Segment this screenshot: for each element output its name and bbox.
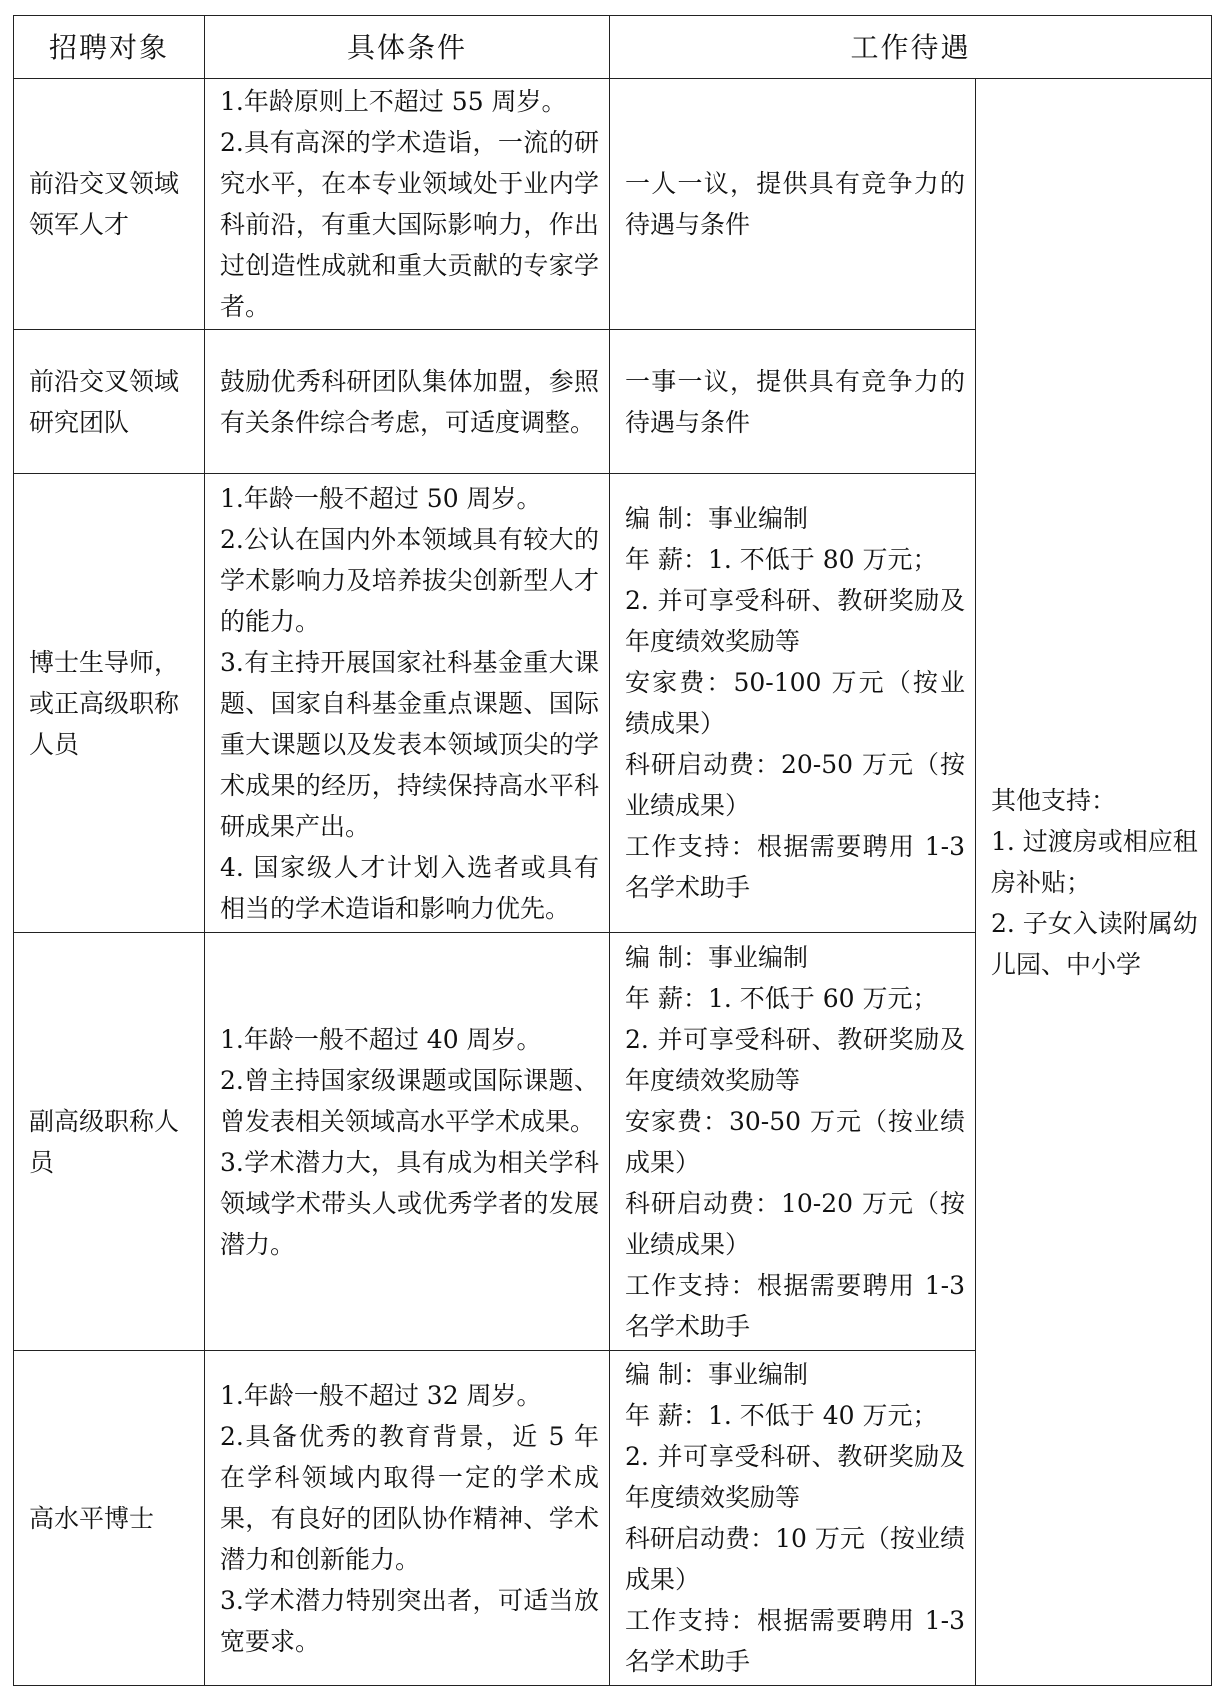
row-target: 前沿交叉领域研究团队 (14, 330, 205, 474)
condition-item: 1.年龄原则上不超过 55 周岁。 (220, 87, 567, 116)
row-treatment (610, 1351, 976, 1686)
row-target: 高水平博士 (14, 1351, 205, 1686)
condition-item: 鼓励优秀科研团队集体加盟，参照有关条件综合考虑，可适度调整。 (220, 366, 599, 437)
table-header-row (14, 16, 1212, 79)
treatment-item: 2. 并可享受科研、教研奖励及年度绩效奖励等 (625, 1024, 965, 1095)
condition-item: 3.有主持开展国家社科基金重大课题、国家自科基金重点课题、国际重大课题以及发表本领域顶尖的学术成果的经历，持续保持高水平科研成果产出。 (220, 647, 599, 841)
row-treatment (610, 933, 976, 1351)
other-support-title: 其他支持： (991, 785, 1117, 815)
treatment-item: 年 薪：1. 不低于 80 万元； (625, 545, 938, 574)
treatment-item: 一事一议，提供具有竞争力的待遇与条件 (625, 366, 965, 437)
treatment-item: 年 薪：1. 不低于 40 万元； (625, 1401, 938, 1430)
treatment-item: 2. 并可享受科研、教研奖励及年度绩效奖励等 (625, 1442, 965, 1512)
treatment-item: 2. 并可享受科研、教研奖励及年度绩效奖励等 (625, 586, 965, 656)
row-conditions (205, 330, 610, 474)
condition-item: 3.学术潜力大，具有成为相关学科领域学术带头人或优秀学者的发展潜力。 (220, 1147, 599, 1259)
row-treatment (610, 79, 976, 330)
treatment-item: 安家费：30-50 万元（按业绩成果） (625, 1106, 965, 1177)
row-target: 前沿交叉领域领军人才 (14, 79, 205, 330)
treatment-item: 工作支持：根据需要聘用 1-3 名学术助手 (625, 1606, 965, 1676)
row-treatment (610, 474, 976, 933)
treatment-item: 年 薪：1. 不低于 60 万元； (625, 983, 938, 1013)
condition-item: 3.学术潜力特别突出者，可适当放宽要求。 (220, 1585, 599, 1656)
row-target: 博士生导师，或正高级职称人员 (14, 474, 205, 933)
treatment-item: 科研启动费：10 万元（按业绩成果） (625, 1524, 965, 1594)
treatment-item: 工作支持：根据需要聘用 1-3 名学术助手 (625, 1270, 965, 1341)
table-row (14, 79, 1212, 330)
treatment-item: 安家费：50-100 万元（按业绩成果） (625, 668, 965, 738)
other-support (976, 79, 1212, 1686)
row-treatment (610, 330, 976, 474)
header-target: 招聘对象 (14, 16, 205, 79)
condition-item: 2.具备优秀的教育背景，近 5 年在学科领域内取得一定的学术成果，有良好的团队协作精神、学术潜力和创新能力。 (220, 1421, 599, 1574)
treatment-item: 科研启动费：20-50 万元（按业绩成果） (625, 750, 965, 820)
condition-item: 1.年龄一般不超过 32 周岁。 (220, 1380, 542, 1410)
header-conditions: 具体条件 (205, 16, 610, 79)
condition-item: 1.年龄一般不超过 40 周岁。 (220, 1024, 542, 1054)
condition-item: 2.公认在国内外本领域具有较大的学术影响力及培养拔尖创新型人才的能力。 (220, 524, 599, 636)
treatment-item: 编 制：事业编制 (625, 1360, 808, 1389)
row-conditions (205, 933, 610, 1351)
treatment-item: 科研启动费：10-20 万元（按业绩成果） (625, 1188, 965, 1259)
condition-item: 4. 国家级人才计划入选者或具有相当的学术造诣和影响力优先。 (220, 852, 599, 923)
other-support-item: 1. 过渡房或相应租房补贴； (991, 826, 1198, 897)
treatment-item: 编 制：事业编制 (625, 504, 808, 533)
treatment-item: 工作支持：根据需要聘用 1-3 名学术助手 (625, 832, 965, 902)
row-conditions (205, 1351, 610, 1686)
row-target: 副高级职称人员 (14, 933, 205, 1351)
condition-item: 1.年龄一般不超过 50 周岁。 (220, 483, 542, 513)
treatment-item: 一人一议，提供具有竞争力的待遇与条件 (625, 169, 965, 239)
row-conditions (205, 79, 610, 330)
other-support-item: 2. 子女入读附属幼儿园、中小学 (991, 908, 1198, 979)
row-conditions (205, 474, 610, 933)
treatment-item: 编 制：事业编制 (625, 942, 808, 972)
condition-item: 2.具有高深的学术造诣，一流的研究水平，在本专业领域处于业内学科前沿，有重大国际影响力，作出过创造性成就和重大贡献的专家学者。 (220, 128, 599, 321)
condition-item: 2.曾主持国家级课题或国际课题、曾发表相关领域高水平学术成果。 (220, 1065, 599, 1136)
header-treatment: 工作待遇 (610, 16, 1212, 79)
recruitment-table (13, 15, 1212, 1686)
